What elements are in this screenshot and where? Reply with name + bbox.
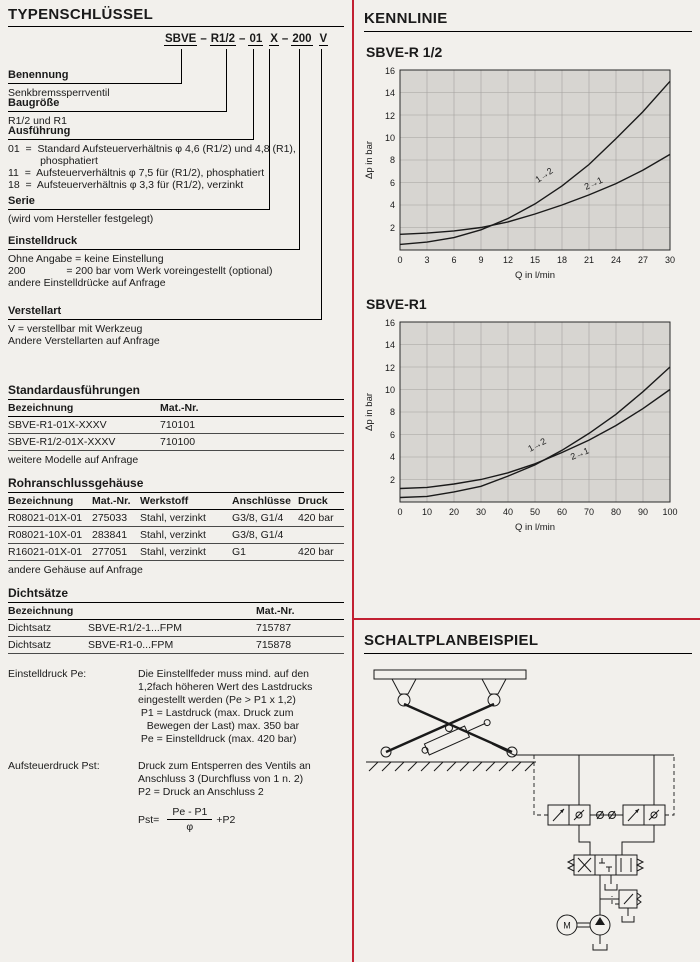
y-tick-label: 12	[384, 363, 395, 373]
section-label: Baugröße	[8, 97, 60, 109]
type-code-segment: X	[270, 33, 278, 45]
table-row	[8, 434, 344, 451]
valve-position-box	[595, 855, 616, 875]
cell: R08021-01X-01	[8, 510, 92, 527]
type-code-segment: R1/2	[210, 33, 236, 45]
section-label: Ausführung	[8, 125, 71, 137]
rohr-table	[8, 493, 344, 561]
formula-rhs: +P2	[216, 813, 236, 826]
x-tick-label: 100	[662, 507, 678, 517]
x-tick-label: 12	[502, 255, 514, 265]
definition-description	[138, 668, 344, 746]
definition-line: Bewegen der Last) max. 350 bar	[138, 720, 300, 732]
y-tick-label: 14	[384, 88, 395, 98]
definition-line: P1 = Lastdruck (max. Druck zum	[138, 707, 294, 719]
x-tick-label: 0	[397, 507, 403, 517]
x-tick-label: 20	[448, 507, 460, 517]
y-tick-label: 12	[384, 111, 395, 121]
x-tick-label: 40	[502, 507, 514, 517]
x-tick-label: 30	[475, 507, 487, 517]
type-code-separator: –	[200, 33, 207, 45]
column-header: Bezeichnung	[8, 400, 160, 417]
blocked-center-symbol	[599, 858, 612, 872]
column-header: Bezeichnung	[8, 603, 88, 620]
type-code-segment: 01	[249, 33, 263, 45]
kennlinie-chart-sbve-r1	[360, 314, 692, 536]
section-text: 200 = 200 bar vom Werk voreingestellt (optional)	[8, 265, 273, 277]
cell: Stahl, verzinkt	[140, 544, 232, 561]
table-row	[8, 417, 344, 434]
dicht-table	[8, 603, 344, 654]
column-header: Mat.-Nr.	[256, 603, 344, 620]
y-tick-label: 8	[389, 155, 395, 165]
cell: SBVE-R1/2-01X-XXXV	[8, 434, 160, 451]
cell: Stahl, verzinkt	[140, 510, 232, 527]
tank-symbol	[593, 884, 617, 950]
kennlinie-section	[358, 0, 700, 962]
curve-label: 2→1	[569, 445, 591, 462]
sbve-valve-left	[548, 805, 590, 825]
formula-numerator: Pe - P1	[167, 806, 212, 820]
section-text: V = verstellbar mit Werkzeug	[8, 323, 143, 335]
table-row	[8, 620, 344, 637]
cell: SBVE-R1-0...FPM	[88, 637, 256, 654]
section-text: 01 = Standard Aufsteuerverhältnis φ 4,6 (R1/2) und 4,8 (R1),	[8, 143, 296, 155]
y-tick-label: 14	[384, 340, 395, 350]
section-text: phosphatiert	[8, 155, 98, 167]
formula-fraction	[167, 806, 212, 833]
cell	[298, 527, 344, 544]
definition-line: P2 = Druck an Anschluss 2	[138, 786, 264, 798]
pst-formula	[138, 806, 344, 833]
cell: G3/8, G1/4	[232, 510, 298, 527]
x-tick-label: 50	[529, 507, 541, 517]
x-axis-label: Q in l/min	[514, 270, 556, 281]
pilot-line	[534, 755, 548, 815]
cell: 283841	[92, 527, 140, 544]
table-note: andere Gehäuse auf Anfrage	[8, 564, 143, 576]
table-header-row	[8, 493, 344, 510]
type-code-separator: –	[281, 33, 289, 45]
pump-triangle	[595, 917, 605, 925]
motor-label: M	[563, 920, 571, 931]
motor	[557, 915, 590, 935]
definition-line: eingestellt werden (Pe > P1 x 1,2)	[138, 694, 296, 706]
center-pivot	[446, 725, 453, 732]
definition-line: Pe = Einstelldruck (max. 420 bar)	[138, 733, 297, 745]
valve-to-dcv-line	[579, 825, 590, 855]
column-header	[88, 603, 256, 620]
definition-line: 1,2fach höheren Wert des Lastdrucks	[138, 681, 313, 693]
platform-bracket	[482, 679, 506, 694]
definition-term: Aufsteuerdruck Pst:	[8, 760, 100, 772]
curve-label: 1→2	[533, 165, 555, 185]
curve-label: 1→2	[526, 436, 548, 454]
cell: SBVE-R1/2-1...FPM	[88, 620, 256, 637]
section-rule	[8, 139, 254, 140]
cell: G1	[232, 544, 298, 561]
tank-open-box	[605, 884, 617, 890]
valve-to-dcv-line	[622, 825, 654, 855]
y-tick-label: 16	[384, 318, 395, 328]
definition-einstelldruck-pe	[8, 668, 344, 746]
x-tick-label: 60	[556, 507, 568, 517]
scissor-arm	[386, 704, 494, 752]
curve-label: 2→1	[582, 174, 605, 192]
y-tick-label: 10	[384, 385, 395, 395]
cell: Dichtsatz	[8, 637, 88, 654]
section-text: R1/2 und R1	[8, 115, 67, 127]
section-text: 18 = Aufsteuerverhältnis φ 3,3 für (R1/2), verzinkt	[8, 179, 244, 191]
section-rule	[8, 249, 300, 250]
spring	[637, 893, 641, 905]
x-tick-label: 10	[421, 507, 433, 517]
formula-denominator: φ	[186, 821, 194, 833]
pilot-line	[612, 896, 619, 904]
column-header: Anschlüsse	[232, 493, 298, 510]
section-text: Ohne Angabe = keine Einstellung	[8, 253, 164, 265]
section-text: andere Einstelldrücke auf Anfrage	[8, 277, 166, 289]
cell: 710100	[160, 434, 344, 451]
ground-hatching	[369, 762, 534, 771]
cell: G3/8, G1/4	[232, 527, 298, 544]
cylinder-anchor	[421, 746, 429, 754]
page-title-kennlinie: KENNLINIE	[364, 10, 448, 27]
typenschluessel-section	[0, 0, 352, 833]
flow-arrow	[624, 894, 633, 904]
column-header: Mat.-Nr.	[92, 493, 140, 510]
main-pressure-line	[492, 744, 674, 755]
cell: Stahl, verzinkt	[140, 527, 232, 544]
x-tick-label: 30	[664, 255, 676, 265]
column-header: Bezeichnung	[8, 493, 92, 510]
y-tick-label: 2	[389, 223, 395, 233]
cell: 715787	[256, 620, 344, 637]
left-title-underline	[8, 6, 344, 27]
y-tick-label: 4	[389, 200, 395, 210]
spring	[568, 859, 574, 871]
section-rule	[8, 319, 322, 320]
rod-anchor	[483, 719, 491, 727]
definition-line: Druck zum Entsperren des Ventils an	[138, 760, 311, 772]
directional-valve	[568, 855, 643, 875]
cell: 710101	[160, 417, 344, 434]
section-text: Andere Verstellarten auf Anfrage	[8, 335, 160, 347]
y-tick-label: 10	[384, 133, 395, 143]
column-header: Mat.-Nr.	[160, 400, 344, 417]
type-key-section-verstellart	[8, 305, 344, 347]
circuit-example-diagram	[362, 662, 697, 962]
section-label: Verstellart	[8, 305, 62, 317]
type-key-section-baugroesse	[8, 97, 344, 127]
standard-table	[8, 400, 344, 451]
spring	[637, 859, 643, 871]
table-header-row	[8, 400, 344, 417]
cell: R08021-10X-01	[8, 527, 92, 544]
x-tick-label: 80	[610, 507, 622, 517]
column-header: Werkstoff	[140, 493, 232, 510]
x-tick-label: 9	[478, 255, 484, 265]
valve-position-box	[616, 855, 637, 875]
scissor-lift-sketch	[366, 670, 536, 771]
cell: R16021-01X-01	[8, 544, 92, 561]
table-row	[8, 544, 344, 561]
hydraulic-pipes	[492, 744, 674, 915]
type-code-segment: SBVE	[165, 33, 197, 45]
schaltplan-title-underline	[364, 628, 692, 654]
type-key-diagram	[8, 33, 344, 351]
tank-symbol	[622, 916, 634, 922]
table-title-rohr: Rohranschlussgehäuse	[8, 476, 344, 493]
type-code	[164, 33, 328, 45]
y-tick-label: 8	[389, 407, 395, 417]
platform	[374, 670, 526, 679]
type-code-segment: 200	[292, 33, 312, 45]
type-code-segment: V	[319, 33, 328, 45]
y-tick-label: 6	[389, 178, 395, 188]
y-axis-label: Δp in bar	[364, 392, 375, 432]
piston-rod	[467, 723, 485, 731]
definition-line: Die Einstellfeder muss mind. auf den	[138, 668, 309, 680]
x-tick-label: 15	[529, 255, 541, 265]
table-row	[8, 527, 344, 544]
section-label: Serie	[8, 195, 35, 207]
type-key-section-einstelldruck	[8, 235, 344, 289]
x-tick-label: 18	[556, 255, 568, 265]
platform-bracket	[392, 679, 416, 694]
x-tick-label: 27	[637, 255, 649, 265]
x-axis-label: Q in l/min	[514, 522, 556, 533]
section-text: 11 = Aufsteuerverhältnis φ 7,5 für (R1/2), phosphatiert	[8, 167, 265, 179]
cell: 420 bar	[298, 544, 344, 561]
x-tick-label: 3	[424, 255, 430, 265]
x-tick-label: 90	[637, 507, 649, 517]
section-label: Benennung	[8, 69, 69, 81]
x-tick-label: 6	[451, 255, 457, 265]
pilot-line	[665, 755, 674, 815]
scissor-arm	[404, 704, 512, 752]
pump	[590, 915, 610, 935]
y-tick-label: 6	[389, 430, 395, 440]
relief-valve	[612, 890, 641, 922]
red-divider-vertical	[352, 0, 354, 962]
cell: Dichtsatz	[8, 620, 88, 637]
schaltplan-section	[358, 622, 700, 962]
type-key-section-benennung	[8, 69, 344, 99]
y-tick-label: 16	[384, 66, 395, 76]
definition-aufsteuerdruck-pst	[8, 760, 344, 833]
page-title-schaltplanbeispiel: SCHALTPLANBEISPIEL	[364, 632, 539, 649]
cell: 715878	[256, 637, 344, 654]
definition-line: Anschluss 3 (Durchfluss von 1 n. 2)	[138, 773, 304, 785]
formula-lhs: Pst=	[138, 813, 160, 826]
section-rule	[8, 209, 270, 210]
table-row	[8, 637, 344, 654]
right-title-underline	[364, 6, 692, 32]
x-tick-label: 70	[583, 507, 595, 517]
section-rule	[8, 83, 182, 84]
cell: 420 bar	[298, 510, 344, 527]
x-tick-label: 0	[397, 255, 403, 265]
tank-open-box	[593, 944, 607, 950]
table-title-dicht: Dichtsätze	[8, 586, 344, 603]
sbve-valve-right	[623, 805, 665, 825]
y-tick-label: 4	[389, 452, 395, 462]
y-tick-label: 2	[389, 475, 395, 485]
x-tick-label: 24	[610, 255, 622, 265]
table-title-standard: Standardausführungen	[8, 383, 344, 400]
section-rule	[8, 111, 227, 112]
chart-title-sbve-r1: SBVE-R1	[366, 296, 427, 312]
type-code-separator: –	[239, 33, 246, 45]
section-label: Einstelldruck	[8, 235, 78, 247]
kennlinie-chart-sbve-r12	[360, 62, 692, 284]
column-header: Druck	[298, 493, 344, 510]
section-text: Senkbremssperrventil	[8, 87, 110, 99]
type-key-section-ausfuehrung	[8, 125, 344, 191]
y-axis-label: Δp in bar	[364, 140, 375, 180]
page-title-typenschluessel: TYPENSCHLÜSSEL	[8, 6, 154, 23]
table-row	[8, 510, 344, 527]
table-header-row	[8, 603, 344, 620]
cell: 277051	[92, 544, 140, 561]
table-note: weitere Modelle auf Anfrage	[8, 454, 139, 466]
definition-term: Einstelldruck Pe:	[8, 668, 87, 680]
section-text: (wird vom Hersteller festgelegt)	[8, 213, 154, 225]
chart-title-sbve-r12: SBVE-R 1/2	[366, 44, 443, 60]
x-tick-label: 21	[583, 255, 595, 265]
definition-description	[138, 760, 344, 833]
cell: SBVE-R1-01X-XXXV	[8, 417, 160, 434]
type-key-section-serie	[8, 195, 344, 225]
cell: 275033	[92, 510, 140, 527]
